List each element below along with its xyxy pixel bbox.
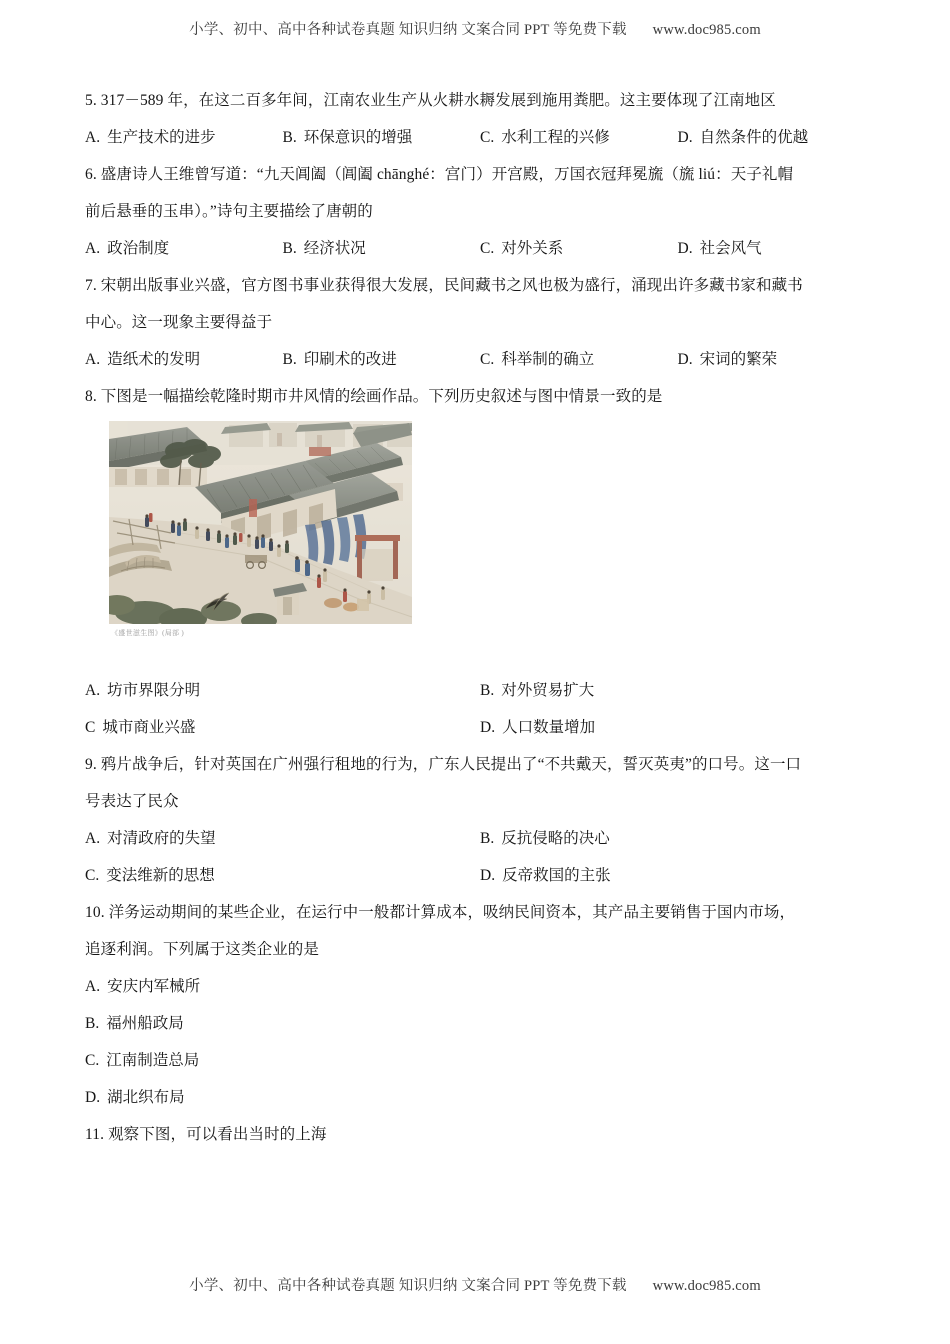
- option-6-b-key: B.: [282, 240, 297, 257]
- option-10-b-key: B.: [85, 1015, 100, 1032]
- option-7-b-label: 印刷术的改进: [303, 351, 397, 368]
- option-5-d[interactable]: [678, 119, 876, 156]
- option-9-c-key: C.: [85, 867, 100, 884]
- option-6-b[interactable]: [283, 230, 481, 267]
- option-7-c-label: 科举制的确立: [501, 351, 595, 368]
- option-6-a[interactable]: [85, 230, 283, 267]
- option-8-d-key: D.: [480, 719, 496, 736]
- question-9-options-row-1: [85, 820, 875, 857]
- option-9-a[interactable]: [85, 820, 480, 857]
- option-8-a-label: 坊市界限分明: [107, 682, 201, 699]
- option-8-c-label: 城市商业兴盛: [102, 719, 196, 736]
- option-9-d-key: D.: [480, 867, 496, 884]
- question-8-stem: 8. 下图是一幅描绘乾隆时期市井风情的绘画作品。下列历史叙述与图中情景一致的是: [85, 388, 663, 405]
- option-9-c-label: 变法维新的思想: [106, 867, 215, 884]
- figure-caption: 《盛世滋生图》(局部 ): [111, 629, 185, 637]
- option-5-d-key: D.: [677, 129, 693, 146]
- option-9-c[interactable]: [85, 857, 480, 894]
- option-9-b-label: 反抗侵略的决心: [501, 830, 610, 847]
- option-10-c-label: 江南制造总局: [106, 1052, 200, 1069]
- option-10-b-label: 福州船政局: [106, 1015, 184, 1032]
- option-8-b-key: B.: [480, 682, 495, 699]
- option-6-c-key: C.: [480, 240, 495, 257]
- question-10: [85, 894, 875, 1116]
- option-5-b-label: 环保意识的增强: [303, 129, 413, 146]
- option-7-a-label: 造纸术的发明: [107, 351, 201, 368]
- option-6-c-label: 对外关系: [501, 240, 564, 257]
- option-5-a[interactable]: [85, 119, 283, 156]
- option-5-a-key: A.: [85, 129, 101, 146]
- option-7-a-key: A.: [85, 351, 101, 368]
- option-7-c[interactable]: [480, 341, 678, 378]
- question-10-stem-line-2: 追逐利润。下列属于这类企业的是: [85, 941, 320, 958]
- question-9-options-row-2: [85, 857, 875, 894]
- option-10-c-key: C.: [85, 1052, 100, 1069]
- option-8-a[interactable]: [85, 672, 480, 709]
- footer-site-url: www.doc985.com: [652, 1278, 761, 1294]
- option-9-b[interactable]: [480, 820, 875, 857]
- question-7-options: [85, 341, 875, 378]
- option-7-d-label: 宋词的繁荣: [699, 351, 778, 368]
- option-10-d-key: D.: [85, 1089, 101, 1106]
- question-8-figure: [109, 421, 875, 638]
- option-10-b[interactable]: [85, 1005, 875, 1042]
- option-5-d-label: 自然条件的优越: [699, 129, 809, 146]
- footer-promo-text: 小学、初中、高中各种试卷真题 知识归纳 文案合同 PPT 等免费下载: [189, 1278, 627, 1294]
- option-5-a-label: 生产技术的进步: [107, 129, 216, 146]
- question-5: [85, 82, 875, 156]
- page-footer-watermark: [0, 1274, 950, 1295]
- option-10-a-key: A.: [85, 978, 101, 995]
- question-5-stem: 5. 317－589 年，在这二百多年间，江南农业生产从火耕水耨发展到施用粪肥。这主要体现了江南地区: [85, 92, 776, 109]
- option-9-d-label: 反帝救国的主张: [502, 867, 611, 884]
- option-8-d[interactable]: [480, 709, 875, 746]
- question-6-stem-line-1: 6. 盛唐诗人王维曾写道：“九天阊阖（阊阖 chānghé：宫门）开宫殿，万国衣冠拜冕旒（旒 liú：天子礼帽: [85, 166, 794, 183]
- option-5-b-key: B.: [282, 129, 297, 146]
- option-6-c[interactable]: [480, 230, 678, 267]
- option-6-a-key: A.: [85, 240, 101, 257]
- option-5-b[interactable]: [283, 119, 481, 156]
- question-7-stem-line-2: 中心。这一现象主要得益于: [85, 314, 273, 331]
- page-header-watermark: [0, 18, 950, 39]
- option-8-c-key: C: [85, 719, 96, 736]
- option-7-d[interactable]: [678, 341, 876, 378]
- question-10-stem-line-1: 10. 洋务运动期间的某些企业，在运行中一般都计算成本，吸纳民间资本，其产品主要销售于国内市场，: [85, 904, 796, 921]
- option-10-d-label: 湖北织布局: [107, 1089, 185, 1106]
- option-7-b[interactable]: [283, 341, 481, 378]
- option-9-d[interactable]: [480, 857, 875, 894]
- question-9: [85, 746, 875, 894]
- option-8-b-label: 对外贸易扩大: [501, 682, 595, 699]
- option-7-a[interactable]: [85, 341, 283, 378]
- option-6-a-label: 政治制度: [107, 240, 170, 257]
- question-11: [85, 1116, 875, 1153]
- option-10-d[interactable]: [85, 1079, 875, 1116]
- exam-content: [85, 82, 875, 1153]
- question-6-options: [85, 230, 875, 267]
- option-5-c-key: C.: [480, 129, 495, 146]
- question-8-options-row-2: [85, 709, 875, 746]
- header-promo-text: 小学、初中、高中各种试卷真题 知识归纳 文案合同 PPT 等免费下载: [189, 22, 627, 38]
- option-8-b[interactable]: [480, 672, 875, 709]
- option-7-b-key: B.: [282, 351, 297, 368]
- option-8-d-label: 人口数量增加: [502, 719, 596, 736]
- option-8-c[interactable]: [85, 709, 480, 746]
- option-5-c-label: 水利工程的兴修: [501, 129, 610, 146]
- question-11-stem: 11. 观察下图，可以看出当时的上海: [85, 1126, 327, 1143]
- question-9-stem-line-1: 9. 鸦片战争后，针对英国在广州强行租地的行为，广东人民提出了“不共戴天，誓灭英夷”的口号。这一口: [85, 756, 802, 773]
- option-6-d-key: D.: [677, 240, 693, 257]
- figure-spacer: [85, 638, 875, 672]
- question-8-options-row-1: [85, 672, 875, 709]
- option-10-c[interactable]: [85, 1042, 875, 1079]
- question-10-options: [85, 968, 875, 1116]
- qianlong-street-scene-painting: [109, 421, 412, 624]
- question-5-options: [85, 119, 875, 156]
- question-8: [85, 378, 875, 746]
- question-7: [85, 267, 875, 378]
- option-6-d-label: 社会风气: [699, 240, 762, 257]
- option-10-a[interactable]: [85, 968, 875, 1005]
- option-5-c[interactable]: [480, 119, 678, 156]
- option-6-b-label: 经济状况: [303, 240, 366, 257]
- option-8-a-key: A.: [85, 682, 101, 699]
- option-7-c-key: C.: [480, 351, 495, 368]
- question-6-stem-line-2: 前后悬垂的玉串）。”诗句主要描绘了唐朝的: [85, 203, 373, 220]
- option-9-b-key: B.: [480, 830, 495, 847]
- question-9-stem-line-2: 号表达了民众: [85, 793, 179, 810]
- option-6-d[interactable]: [678, 230, 876, 267]
- header-site-url: www.doc985.com: [652, 22, 761, 38]
- option-9-a-key: A.: [85, 830, 101, 847]
- option-9-a-label: 对清政府的失望: [107, 830, 216, 847]
- option-7-d-key: D.: [677, 351, 693, 368]
- question-7-stem-line-1: 7. 宋朝出版事业兴盛，官方图书事业获得很大发展，民间藏书之风也极为盛行，涌现出许多藏书家和藏书: [85, 277, 803, 294]
- option-10-a-label: 安庆内军械所: [107, 978, 201, 995]
- question-6: [85, 156, 875, 267]
